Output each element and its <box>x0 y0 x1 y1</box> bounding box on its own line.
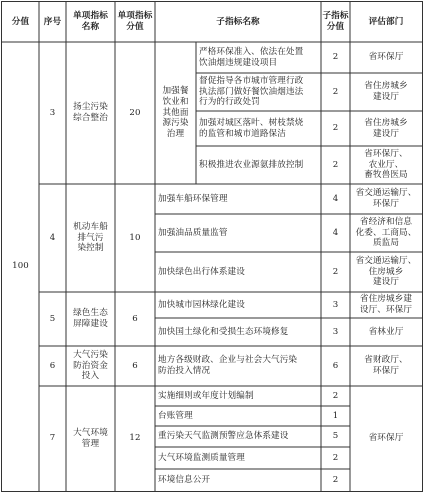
sub-indicator-dept: 省住房城乡 建设厅 <box>364 117 408 139</box>
row-indicator-score: 20 <box>129 107 141 118</box>
sub-indicator-name: 环境信息公开 <box>158 474 211 485</box>
row-indicator-score: 12 <box>129 433 141 444</box>
sub-indicator-score: 2 <box>332 52 339 63</box>
header-indicator-score: 单项指标 分值 <box>117 11 153 32</box>
header-department: 评估部门 <box>368 16 404 27</box>
row-seq: 5 <box>49 313 56 324</box>
header-sub-indicator-name: 子指标名称 <box>216 16 260 27</box>
sub-indicator-name: 加快国土绿化和受损生态环境修复 <box>158 326 289 337</box>
sub-indicator-dept: 省经济和信息 化委、工商局、 质监局 <box>355 216 417 249</box>
sub-indicator-name: 重污染天气监测预警应急体系建设 <box>158 431 289 442</box>
sub-indicator-name: 严格环保准入、依法在处置 饮油烟违规建设项目 <box>199 46 304 68</box>
sub-indicator-score: 6 <box>332 360 339 371</box>
row-seq: 3 <box>49 107 56 118</box>
row-indicator-score: 6 <box>132 313 138 324</box>
sub-indicator-name: 实施细则或年度计划编制 <box>158 390 254 401</box>
row-indicator-name: 大气污染 防治资金 投入 <box>73 349 108 382</box>
row-seq: 7 <box>49 433 56 444</box>
sub-indicator-score: 1 <box>332 410 339 421</box>
header-indicator-name: 单项指标 名称 <box>73 11 108 32</box>
sub-indicator-score: 2 <box>332 390 339 401</box>
header-seq: 序号 <box>43 16 62 27</box>
sub-indicator-score: 2 <box>332 266 339 277</box>
sub-indicator-dept: 省住房城乡 建设厅 <box>364 81 408 102</box>
sub-indicator-dept: 省财政厅、 环保厅 <box>364 355 408 376</box>
sub-indicator-name: 积极推进农业源氨排放控制 <box>199 159 304 170</box>
sub-indicator-dept: 省环保厅 <box>368 52 404 63</box>
sub-indicator-score: 4 <box>332 193 339 204</box>
total-score-cell: 100 <box>12 261 29 272</box>
row-indicator-name: 大气环境 管理 <box>73 427 108 449</box>
sub-indicator-name: 加强油品质量监管 <box>158 227 228 238</box>
row-indicator-score: 10 <box>129 232 141 243</box>
sub-indicator-name: 大气环境监测质量管理 <box>158 452 245 463</box>
row-indicator-name: 绿色生态 屏障建设 <box>73 308 108 329</box>
row-indicator-name: 机动车船 排气污 染控制 <box>73 221 108 254</box>
sub-indicator-dept: 省林业厅 <box>368 326 404 337</box>
sub-indicator-dept: 省环保厅、 农业厅、 畜牧兽医局 <box>364 148 408 181</box>
sub-indicator-score: 2 <box>332 123 339 134</box>
sub-indicator-score: 2 <box>332 159 339 170</box>
sub-indicator-name: 加快城市园林绿化建设 <box>158 299 245 310</box>
sub-indicator-name: 台账管理 <box>158 410 193 421</box>
header-score: 分值 <box>11 16 30 27</box>
sub-indicator-name: 地方各级财政、企业与社会大气污染 防治投入情况 <box>158 355 298 376</box>
sub-indicator-name: 加强对城区落叶、树枝禁烧 的监管和城市道路保洁 <box>199 117 304 139</box>
row-indicator-score: 6 <box>132 360 138 371</box>
sub-indicator-name: 督促指导各市城市管理行政 执法部门做好餐饮油烟违法 行为的行政处罚 <box>199 75 304 108</box>
header-sub-score: 子指标 分值 <box>322 11 349 32</box>
sub-indicator-score: 2 <box>332 86 339 97</box>
sub-indicator-score: 2 <box>332 452 339 463</box>
sub-indicator-dept: 省交通运输厅、 住房城乡 建设厅 <box>355 255 417 288</box>
row-group-label: 加强餐 饮业和 其他面 源污染 治理 <box>162 86 189 140</box>
row-seq: 4 <box>49 232 56 243</box>
sub-indicator-score: 3 <box>332 299 339 310</box>
row-seq: 6 <box>49 360 56 371</box>
sub-indicator-score: 2 <box>332 474 339 485</box>
sub-indicator-score: 4 <box>332 227 339 238</box>
sub-indicator-score: 3 <box>332 326 339 337</box>
sub-indicator-dept: 省住房城乡建 设厅、环保厅 <box>359 294 413 315</box>
sub-indicator-dept: 省交通运输厅、 环保厅 <box>355 188 417 209</box>
sub-indicator-dept: 省环保厅 <box>368 433 404 444</box>
sub-indicator-score: 5 <box>332 431 339 442</box>
sub-indicator-name: 加强车船环保管理 <box>158 193 228 204</box>
row-indicator-name: 扬尘污染 综合整治 <box>73 102 108 123</box>
sub-indicator-name: 加快绿色出行体系建设 <box>158 266 245 277</box>
